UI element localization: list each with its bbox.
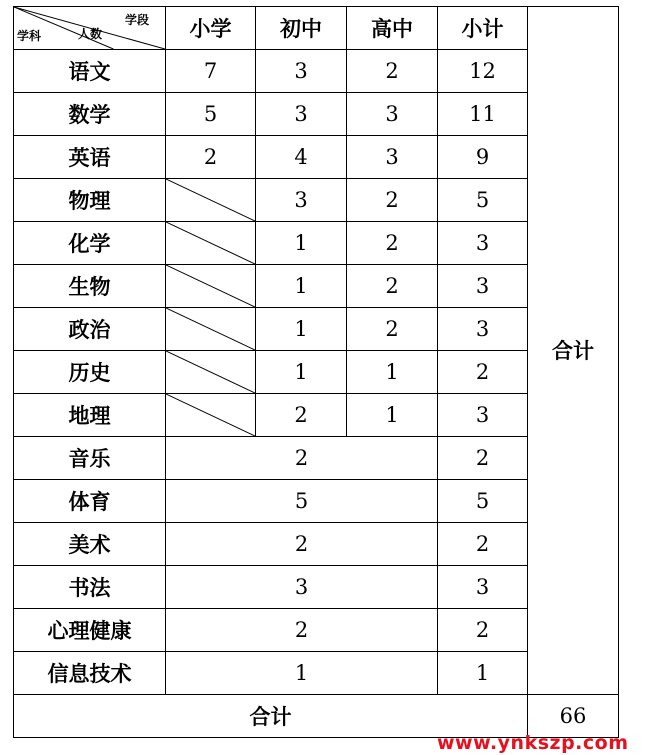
subject-cell: 物理: [14, 179, 166, 222]
empty-slash-cell: [166, 308, 256, 351]
value-cell: 1: [256, 351, 347, 394]
empty-slash-cell: [166, 179, 256, 222]
slash-line: [166, 222, 255, 264]
value-cell: 2: [166, 136, 256, 179]
staffing-table: [13, 6, 619, 738]
subject-cell: 政治: [14, 308, 166, 351]
subtotal-cell: 9: [438, 136, 528, 179]
subject-cell: 美术: [14, 523, 166, 566]
subtotal-cell: 2: [438, 351, 528, 394]
subject-cell: 英语: [14, 136, 166, 179]
slash-line: [166, 308, 255, 350]
subject-cell: 体育: [14, 480, 166, 523]
value-cell: 1: [256, 308, 347, 351]
header-subtotal: 小计: [438, 7, 528, 50]
value-cell: 2: [347, 265, 438, 308]
value-cell: 7: [166, 50, 256, 93]
empty-slash-cell: [166, 351, 256, 394]
corner-label-stage: 学段: [124, 13, 149, 27]
combined-value-cell: 3: [166, 566, 438, 609]
subject-cell: 信息技术: [14, 652, 166, 695]
value-cell: 1: [347, 351, 438, 394]
header-primary: 小学: [166, 7, 256, 50]
subtotal-cell: 5: [438, 480, 528, 523]
subject-cell: 生物: [14, 265, 166, 308]
subject-cell: 书法: [14, 566, 166, 609]
combined-value-cell: 5: [166, 480, 438, 523]
value-cell: 1: [347, 394, 438, 437]
value-cell: 5: [166, 93, 256, 136]
corner-label-subject: 学科: [17, 29, 42, 43]
site-watermark: www.ynkszp.com: [437, 732, 629, 754]
combined-value-cell: 2: [166, 523, 438, 566]
empty-slash-cell: [166, 222, 256, 265]
grand-total-value: 66: [528, 695, 619, 738]
value-cell: 3: [256, 179, 347, 222]
corner-cell: [14, 7, 166, 50]
subtotal-cell: 11: [438, 93, 528, 136]
subtotal-cell: 2: [438, 523, 528, 566]
value-cell: 3: [256, 93, 347, 136]
corner-label-count: 人数: [78, 27, 103, 41]
header-junior: 初中: [256, 7, 347, 50]
subtotal-cell: 12: [438, 50, 528, 93]
subtotal-cell: 3: [438, 265, 528, 308]
subtotal-cell: 3: [438, 566, 528, 609]
subtotal-cell: 2: [438, 609, 528, 652]
value-cell: 3: [347, 93, 438, 136]
header-row: [14, 7, 619, 50]
subject-cell: 音乐: [14, 437, 166, 480]
value-cell: 2: [347, 50, 438, 93]
empty-slash-cell: [166, 394, 256, 437]
value-cell: 4: [256, 136, 347, 179]
subject-cell: 语文: [14, 50, 166, 93]
combined-value-cell: 2: [166, 437, 438, 480]
combined-value-cell: 2: [166, 609, 438, 652]
subtotal-cell: 2: [438, 437, 528, 480]
header-senior: 高中: [347, 7, 438, 50]
value-cell: 2: [347, 179, 438, 222]
subject-cell: 历史: [14, 351, 166, 394]
subtotal-cell: 5: [438, 179, 528, 222]
value-cell: 2: [347, 308, 438, 351]
grand-total-label: 合计: [14, 695, 528, 738]
slash-line: [166, 265, 255, 307]
empty-slash-cell: [166, 265, 256, 308]
value-cell: 2: [256, 394, 347, 437]
value-cell: 2: [347, 222, 438, 265]
combined-value-cell: 1: [166, 652, 438, 695]
subject-cell: 地理: [14, 394, 166, 437]
slash-line: [166, 351, 255, 393]
slash-line: [166, 394, 255, 436]
subtotal-cell: 3: [438, 394, 528, 437]
subtotal-cell: 3: [438, 308, 528, 351]
value-cell: 3: [347, 136, 438, 179]
value-cell: 1: [256, 265, 347, 308]
subject-cell: 心理健康: [14, 609, 166, 652]
subject-cell: 数学: [14, 93, 166, 136]
value-cell: 3: [256, 50, 347, 93]
subtotal-cell: 3: [438, 222, 528, 265]
subject-cell: 化学: [14, 222, 166, 265]
value-cell: 1: [256, 222, 347, 265]
slash-line: [166, 179, 255, 221]
subtotal-cell: 1: [438, 652, 528, 695]
merged-total-cell: 合计: [528, 7, 619, 695]
